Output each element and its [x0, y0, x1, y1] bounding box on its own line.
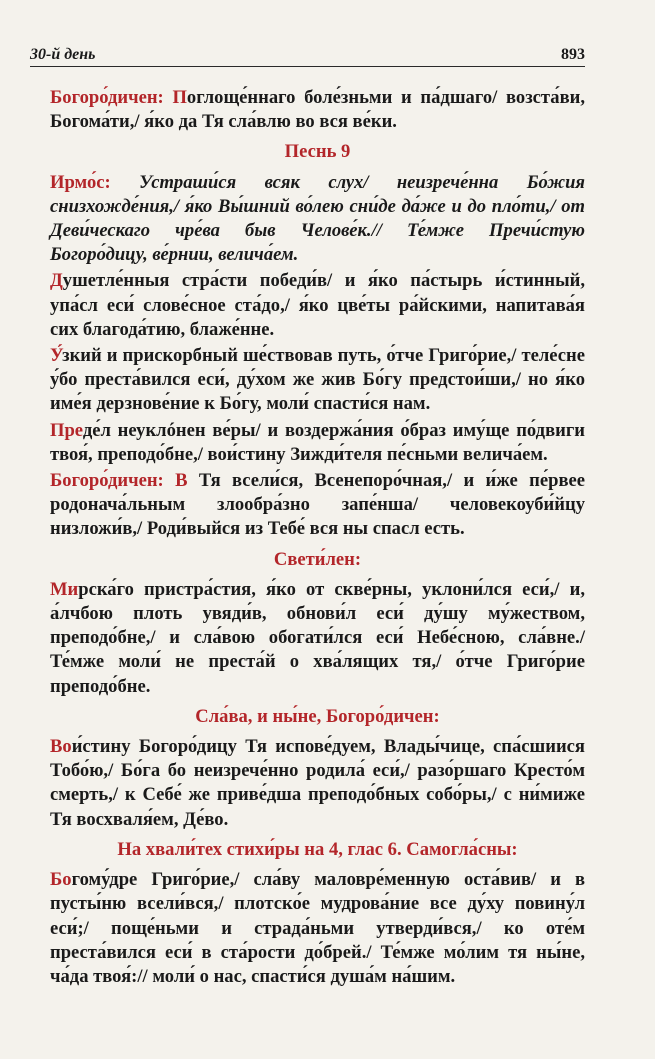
running-title: 30-й день: [30, 46, 96, 63]
page-header: [30, 38, 585, 64]
praises-heading: На хвали́тех стихи́ры на 4, глас 6. Самогла́сны:: [117, 838, 518, 860]
header-rule: [30, 66, 585, 67]
troparion-1: Душетле́нныя стра́сти победи́в/ и я́ко па́стырь и́стинный, упа́сл еси́ слове́сное ста́до,/ я́ко цве́ты ра́йскими, напитава́я сих благода́тию, блаже́нне.: [50, 270, 585, 340]
glory-paragraph: Вои́стину Богоро́дицу Тя испове́дуем, Влады́чице, спа́сшиися Тобо́ю,/ Бо́га бо неизрече́нно родила́ еси́,/ разо́ршаго Кресто́м смерть,/ к Себе́ же приве́дша преподо́бных собо́ры,/ с ни́миже Тя восхваля́ем, Де́во.: [50, 736, 585, 830]
irmos-paragraph: Ирмо́с: Устраши́ся всяк слух/ неизрече́нна Бо́жия снизхожде́ния,/ я́ко Вы́шний во́лею сни́де да́же и до пло́ти,/ от Деви́ческаго чре́ва быв Челове́к.// Те́мже Пречи́стую Богоро́дицу, ве́рнии, велича́ем.: [50, 171, 585, 266]
troparion-2: У́зкий и прискорбный ше́ствовав путь, о́тче Григо́рие,/ теле́сне у́бо преста́вился еси́, ду́хом же жив Бо́гу предстои́ши,/ но я́ко име́я дерзнове́ние к Бо́гу, моли́ спасти́ся нам.: [50, 345, 585, 415]
exapostilarion-heading: Свети́лен:: [273, 548, 362, 570]
theotokion-2-paragraph: Богоро́дичен: В Тя всели́ся, Всенепоро́чная,/ и и́же пе́рвее родонача́льным злообра́зно запе́нша/ человекоуби́йцу низложи́в,/ Роди́выйся из Тебе́ вся ны спасл есть.: [50, 470, 585, 540]
troparion-3: Преде́л неуклóнен ве́ры/ и воздержа́ния о́браз иму́ще по́двиги твоя́, преподо́бне,/ вои́стину Зижди́теля пе́сньми велича́ем.: [50, 419, 585, 465]
exapostilarion-paragraph: Мирска́го пристра́стия, я́ко от скве́рны, уклони́лся еси́,/ и, а́лчбою плоть увяди́в, обнови́л еси́ ду́шу му́жеством, преподо́бне,/ и сла́вою обогати́лся еси́ Небе́сною, сла́вне./ Те́мже моли́ не преста́й о хва́лящих тя,/ о́тче Григо́рие преподо́бне.: [50, 578, 585, 697]
ode-9-heading: Песнь 9: [284, 141, 351, 163]
page-number: 893: [561, 46, 585, 63]
page-body: [50, 86, 585, 991]
glory-heading: Сла́ва, и ны́не, Богоро́дичен:: [195, 705, 440, 727]
theotokion-paragraph: Богоро́дичен: Поглоще́ннаго боле́зньми и па́дшаго/ возста́ви, Богома́ти,/ я́ко да Тя сла́влю во вся ве́ки.: [50, 87, 585, 133]
praises-paragraph: Богому́дре Григо́рие,/ сла́ву маловре́менную оста́вив/ и в пусты́ню всели́вся,/ плотско́е мудрова́ние все ду́ху повину́л еси́;/ поще́ньми и страда́ньми утверди́вся,/ ко оте́м преста́вился еси́ в ста́рости до́брей./ Те́мже мо́лим тя ны́не, ча́да твоя́:// моли́ о нас, спасти́ся душа́м на́шим.: [50, 869, 585, 987]
